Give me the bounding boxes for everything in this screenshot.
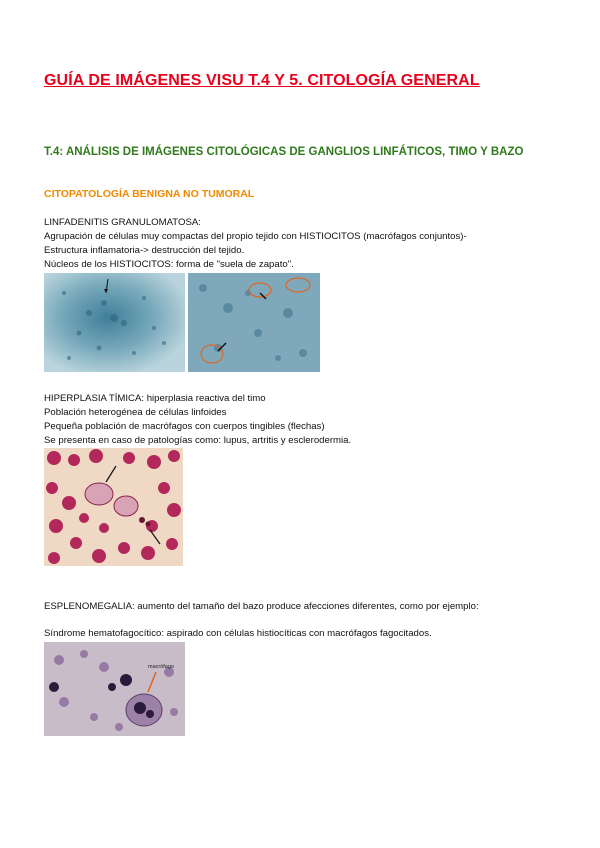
granuloma-micrograph-image: [44, 273, 185, 372]
thymic-hyperplasia-micrograph-image: [44, 448, 183, 566]
hiperplasia-text-2: Pequeña población de macrófagos con cuerpos tingibles (flechas): [44, 421, 325, 432]
esplenomegalia-text: ESPLENOMEGALIA: aumento del tamaño del bazo produce afecciones diferentes, como por ejemplo:: [44, 601, 479, 612]
sindrome-hematofagocitico-text: Síndrome hematofagocítico: aspirado con células histiocíticas con macrófagos fagocitados.: [44, 628, 432, 639]
histiocytes-micrograph-image: [188, 273, 320, 372]
hiperplasia-heading: HIPERPLASIA TÍMICA: hiperplasia reactiva del timo: [44, 393, 266, 404]
hiperplasia-text-1: Población heterogénea de células linfoides: [44, 407, 227, 418]
linfadenitis-text-3: Núcleos de los HISTIOCITOS: forma de "suela de zapato".: [44, 259, 294, 270]
linfadenitis-text-2: Estructura inflamatoria-> destrucción del tejido.: [44, 245, 245, 256]
macrophage-micrograph-image: [44, 642, 185, 736]
hiperplasia-text-3: Se presenta en caso de patologías como: lupus, artritis y esclerodermia.: [44, 435, 352, 446]
chapter-subtitle: T.4: ANÁLISIS DE IMÁGENES CITOLÓGICAS DE GANGLIOS LINFÁTICOS, TIMO Y BAZO: [44, 146, 524, 158]
macrophage-label: macrófago: [148, 664, 174, 670]
linfadenitis-heading: LINFADENITIS GRANULOMATOSA:: [44, 217, 201, 228]
linfadenitis-text-1: Agrupación de células muy compactas del propio tejido con HISTIOCITOS (macrófagos conjuntos)-: [44, 231, 467, 242]
section-heading: CITOPATOLOGÍA BENIGNA NO TUMORAL: [44, 188, 255, 200]
page-title: GUÍA DE IMÁGENES VISU T.4 Y 5. CITOLOGÍA GENERAL: [44, 72, 480, 89]
